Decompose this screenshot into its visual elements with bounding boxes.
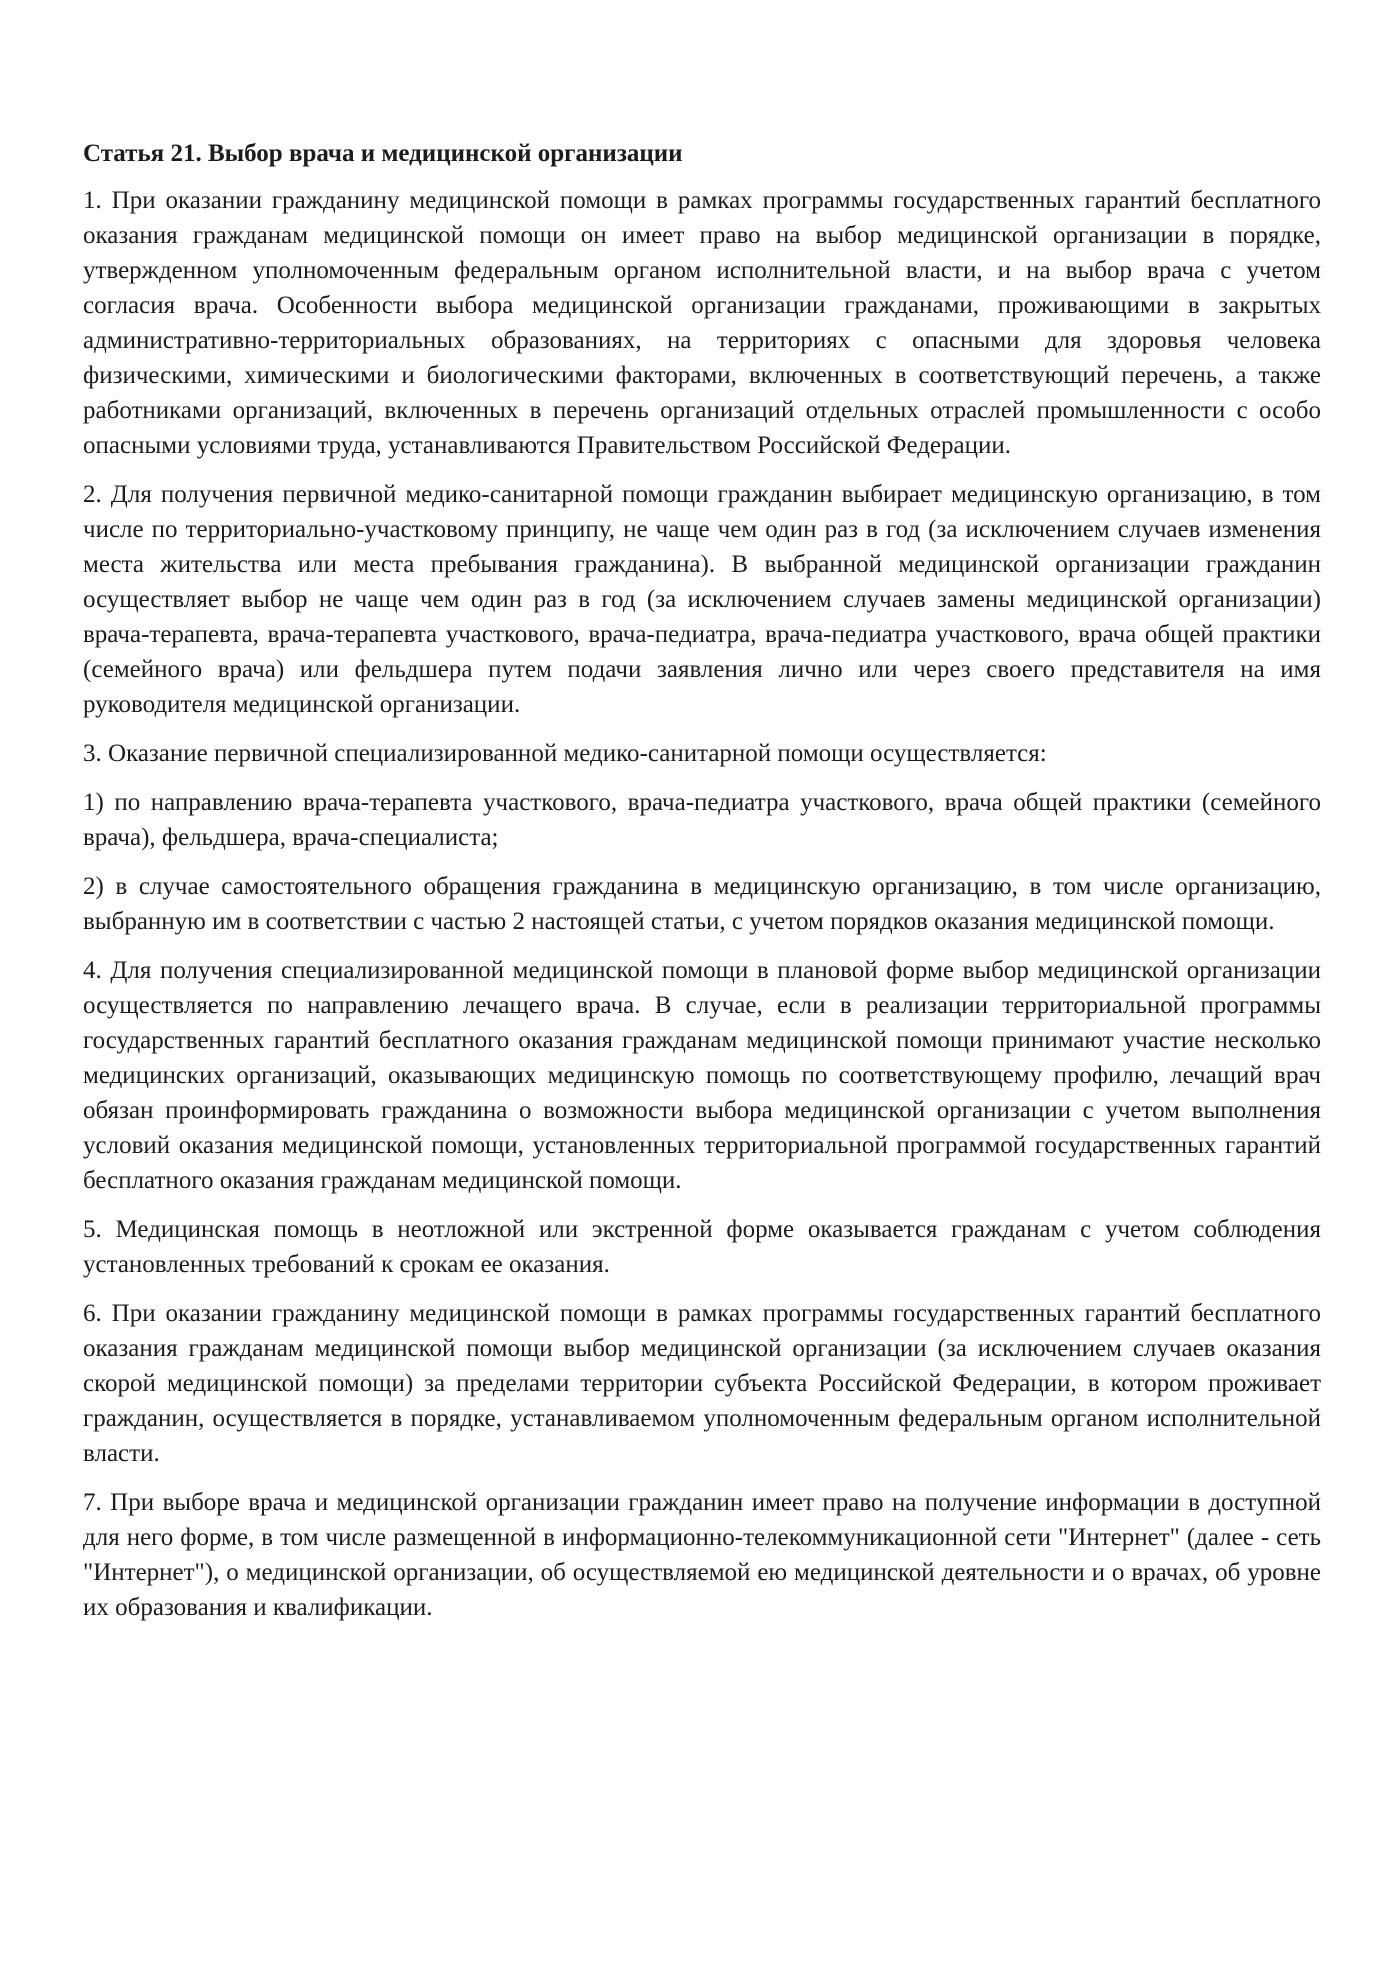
paragraph-4: 4. Для получения специализированной медицинской помощи в плановой форме выбор медицинской организации осуществляется по направлению лечащего врача. В случае, если в реализации территориальной программы государственных гарантий бесплатного оказания гражданам медицинской помощи принимают участие несколько медицинских организаций, оказывающих медицинскую помощь по соответствующему профилю, лечащий врач обязан проинформировать гражданина о возможности выбора медицинской организации с учетом выполнения условий оказания медицинской помощи, установленных территориальной программой государственных гарантий бесплатного оказания гражданам медицинской помощи.	[83, 957, 1321, 1194]
paragraph-3-item-2: 2) в случае самостоятельного обращения гражданина в медицинскую организацию, в том числе организацию, выбранную им в соответствии с частью 2 настоящей статьи, с учетом порядков оказания медицинской помощи.	[83, 873, 1321, 935]
paragraph-7: 7. При выборе врача и медицинской организации гражданин имеет право на получение информации в доступной для него форме, в том числе размещенной в информационно-телекоммуникационной сети "Интернет" (далее - сеть "Интернет"), о медицинской организации, об осуществляемой ею медицинской деятельности и о врачах, об уровне их образования и квалификации.	[83, 1489, 1321, 1621]
paragraph-3-item-1: 1) по направлению врача-терапевта участкового, врача-педиатра участкового, врача общей практики (семейного врача), фельдшера, врача-специалиста;	[83, 789, 1321, 851]
paragraph-5: 5. Медицинская помощь в неотложной или экстренной форме оказывается гражданам с учетом соблюдения установленных требований к срокам ее оказания.	[83, 1216, 1321, 1278]
paragraph-1: 1. При оказании гражданину медицинской помощи в рамках программы государственных гарантий бесплатного оказания гражданам медицинской помощи он имеет право на выбор медицинской организации в порядке, утвержденном уполномоченным федеральным органом исполнительной власти, и на выбор врача с учетом согласия врача. Особенности выбора медицинской организации гражданами, проживающими в закрытых административно-территориальных образованиях, на территориях с опасными для здоровья человека физическими, химическими и биологическими факторами, включенных в соответствующий перечень, а также работниками организаций, включенных в перечень организаций отдельных отраслей промышленности с особо опасными условиями труда, устанавливаются Правительством Российской Федерации.	[83, 187, 1321, 459]
document-page	[83, 136, 1321, 1639]
article-title: Статья 21. Выбор врача и медицинской организации	[83, 140, 683, 167]
paragraph-2: 2. Для получения первичной медико-санитарной помощи гражданин выбирает медицинскую организацию, в том числе по территориально-участковому принципу, не чаще чем один раз в год (за исключением случаев изменения места жительства или места пребывания гражданина). В выбранной медицинской организации гражданин осуществляет выбор не чаще чем один раз в год (за исключением случаев замены медицинской организации) врача-терапевта, врача-терапевта участкового, врача-педиатра, врача-педиатра участкового, врача общей практики (семейного врача) или фельдшера путем подачи заявления лично или через своего представителя на имя руководителя медицинской организации.	[83, 481, 1321, 718]
paragraph-3: 3. Оказание первичной специализированной медико-санитарной помощи осуществляется:	[83, 740, 1047, 767]
paragraph-6: 6. При оказании гражданину медицинской помощи в рамках программы государственных гарантий бесплатного оказания гражданам медицинской помощи выбор медицинской организации (за исключением случаев оказания скорой медицинской помощи) за пределами территории субъекта Российской Федерации, в котором проживает гражданин, осуществляется в порядке, устанавливаемом уполномоченным федеральным органом исполнительной власти.	[83, 1300, 1321, 1467]
